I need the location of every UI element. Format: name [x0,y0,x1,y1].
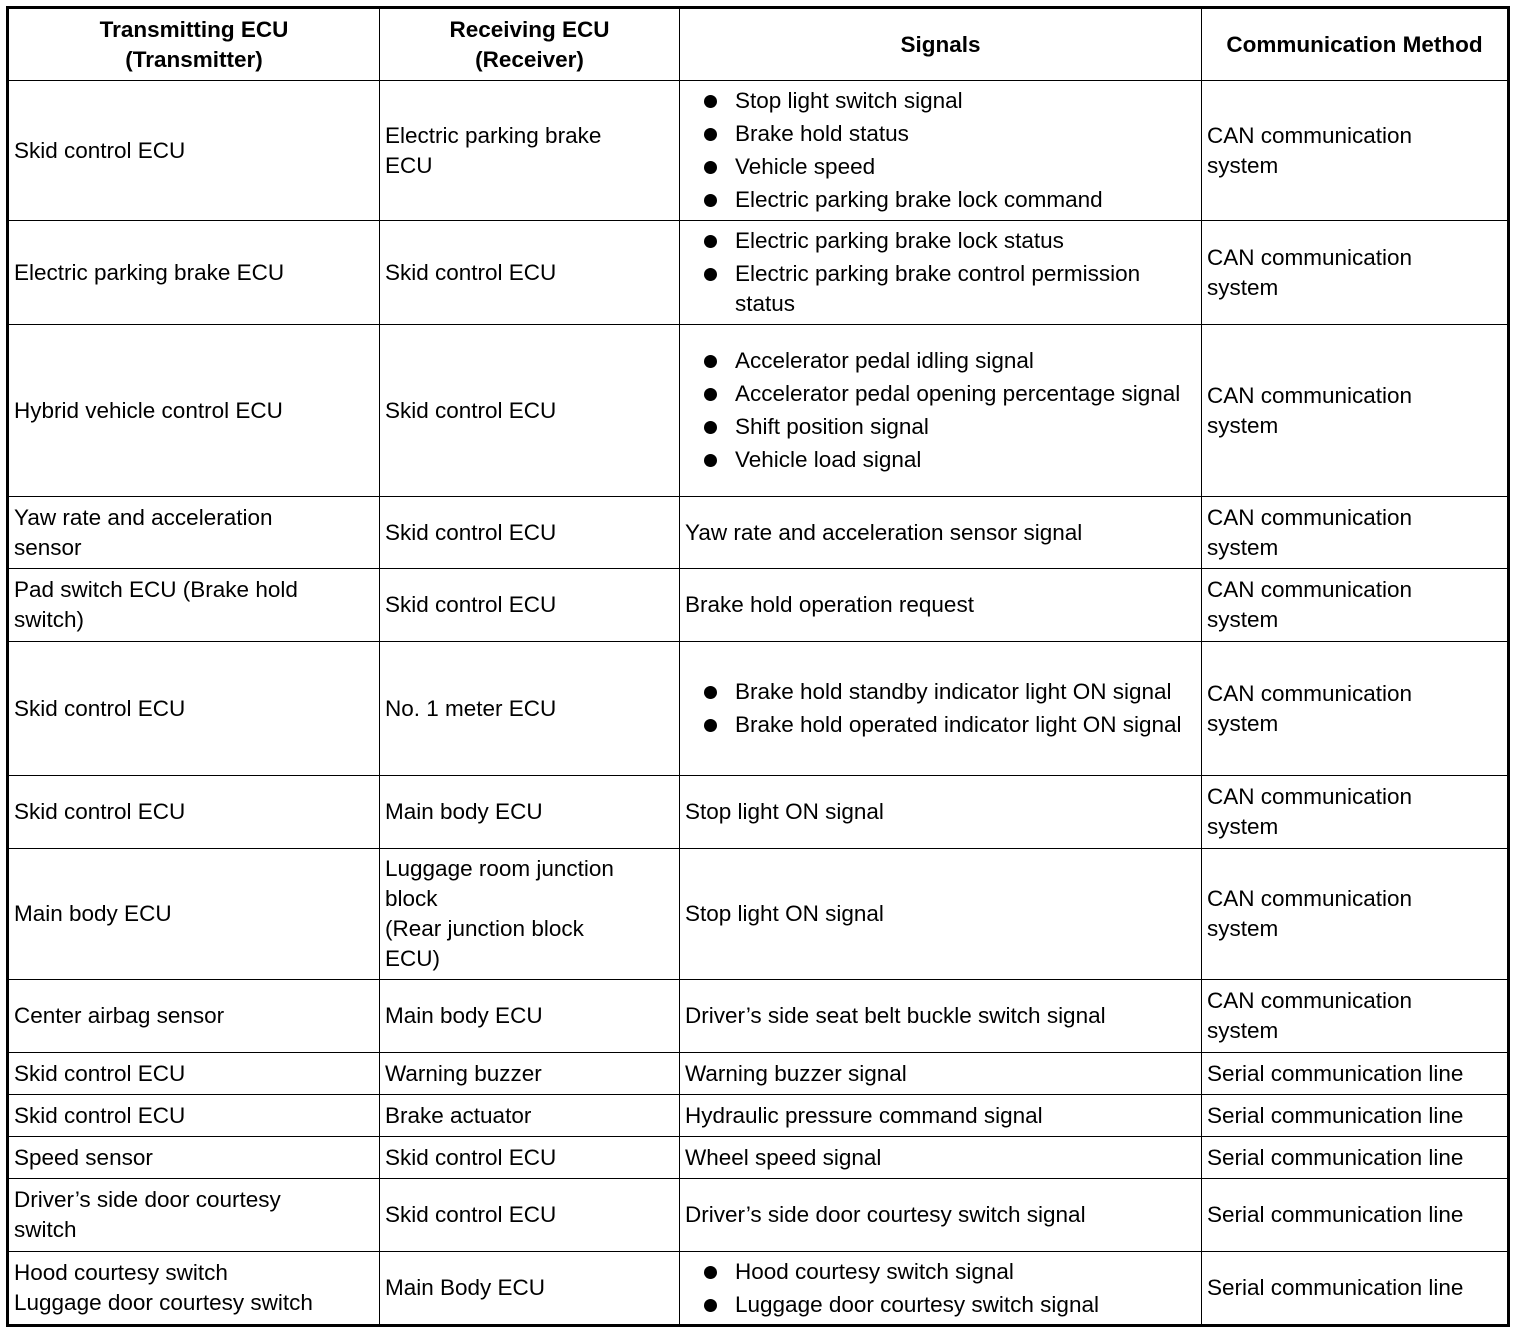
table-row [8,776,1509,849]
table-row [8,569,1509,642]
receiver-cell: No. 1 meter ECU [380,642,680,776]
signals-cell: Brake hold operation request [680,569,1202,642]
receiver-cell: Main Body ECU [380,1252,680,1326]
receiver-cell: Skid control ECU [380,569,680,642]
transmitter-cell: Electric parking brake ECU [8,221,380,325]
transmitter-cell: Skid control ECU [8,81,380,221]
signal-item: Hood courtesy switch signal [704,1257,1201,1287]
table-row [8,1137,1509,1179]
receiver-cell: Brake actuator [380,1095,680,1137]
table-body [8,81,1509,1326]
method-cell: Serial communication line [1202,1137,1509,1179]
signal-item: Stop light switch signal [704,86,1201,116]
table-row [8,1053,1509,1095]
signal-item: Shift position signal [704,412,1201,442]
receiver-cell: Electric parking brake ECU [380,81,680,221]
transmitter-cell: Skid control ECU [8,642,380,776]
signal-item: Electric parking brake lock command [704,185,1201,215]
table-row [8,642,1509,776]
method-cell: CAN communication system [1202,569,1509,642]
signals-cell: Driver’s side door courtesy switch signal [680,1179,1202,1252]
signal-item: Brake hold standby indicator light ON signal [704,677,1201,707]
signal-item: Vehicle speed [704,152,1201,182]
table-row [8,849,1509,980]
signals-cell [680,642,1202,776]
transmitter-cell: Driver’s side door courtesy switch [8,1179,380,1252]
method-cell: CAN communication system [1202,325,1509,497]
signal-item: Accelerator pedal opening percentage signal [704,379,1201,409]
method-cell: CAN communication system [1202,776,1509,849]
signals-cell: Driver’s side seat belt buckle switch signal [680,980,1202,1053]
signal-list [680,1254,1201,1323]
header-receiver: Receiving ECU (Receiver) [380,8,680,81]
receiver-cell: Main body ECU [380,776,680,849]
receiver-cell: Main body ECU [380,980,680,1053]
transmitter-cell: Main body ECU [8,849,380,980]
receiver-cell: Luggage room junction block (Rear junction block ECU) [380,849,680,980]
signal-list [680,223,1201,322]
transmitter-cell: Pad switch ECU (Brake hold switch) [8,569,380,642]
signals-cell [680,221,1202,325]
method-cell: CAN communication system [1202,642,1509,776]
method-cell: CAN communication system [1202,980,1509,1053]
signal-item: Electric parking brake control permission status [704,259,1201,319]
method-cell: Serial communication line [1202,1179,1509,1252]
signals-cell: Wheel speed signal [680,1137,1202,1179]
method-cell: CAN communication system [1202,849,1509,980]
header-transmitter: Transmitting ECU (Transmitter) [8,8,380,81]
method-cell: Serial communication line [1202,1252,1509,1326]
signal-item: Accelerator pedal idling signal [704,346,1201,376]
transmitter-cell: Hood courtesy switch Luggage door courtesy switch [8,1252,380,1326]
transmitter-cell: Skid control ECU [8,776,380,849]
signals-cell: Stop light ON signal [680,849,1202,980]
receiver-cell: Skid control ECU [380,1137,680,1179]
transmitter-cell: Hybrid vehicle control ECU [8,325,380,497]
signals-cell: Yaw rate and acceleration sensor signal [680,497,1202,569]
table-row [8,325,1509,497]
method-cell: Serial communication line [1202,1095,1509,1137]
receiver-cell: Skid control ECU [380,325,680,497]
signals-cell: Stop light ON signal [680,776,1202,849]
receiver-cell: Skid control ECU [380,221,680,325]
transmitter-cell: Center airbag sensor [8,980,380,1053]
signal-list [680,343,1201,478]
signal-item: Vehicle load signal [704,445,1201,475]
signal-list [680,674,1201,743]
signals-cell [680,81,1202,221]
header-signals: Signals [680,8,1202,81]
signal-list [680,83,1201,218]
table-row [8,497,1509,569]
transmitter-cell: Skid control ECU [8,1053,380,1095]
ecu-communication-table [6,6,1510,1327]
receiver-cell: Warning buzzer [380,1053,680,1095]
transmitter-cell: Skid control ECU [8,1095,380,1137]
table-row [8,81,1509,221]
header-row [8,8,1509,81]
signals-cell: Warning buzzer signal [680,1053,1202,1095]
transmitter-cell: Yaw rate and acceleration sensor [8,497,380,569]
receiver-cell: Skid control ECU [380,1179,680,1252]
receiver-cell: Skid control ECU [380,497,680,569]
transmitter-cell: Speed sensor [8,1137,380,1179]
signal-item: Luggage door courtesy switch signal [704,1290,1201,1320]
method-cell: Serial communication line [1202,1053,1509,1095]
method-cell: CAN communication system [1202,221,1509,325]
table-row [8,1179,1509,1252]
signals-cell: Hydraulic pressure command signal [680,1095,1202,1137]
table-row [8,1095,1509,1137]
table-row [8,980,1509,1053]
signal-item: Brake hold operated indicator light ON signal [704,710,1201,740]
signal-item: Brake hold status [704,119,1201,149]
signals-cell [680,1252,1202,1326]
table-row [8,221,1509,325]
signals-cell [680,325,1202,497]
table-row [8,1252,1509,1326]
signal-item: Electric parking brake lock status [704,226,1201,256]
header-method: Communication Method [1202,8,1509,81]
method-cell: CAN communication system [1202,497,1509,569]
method-cell: CAN communication system [1202,81,1509,221]
